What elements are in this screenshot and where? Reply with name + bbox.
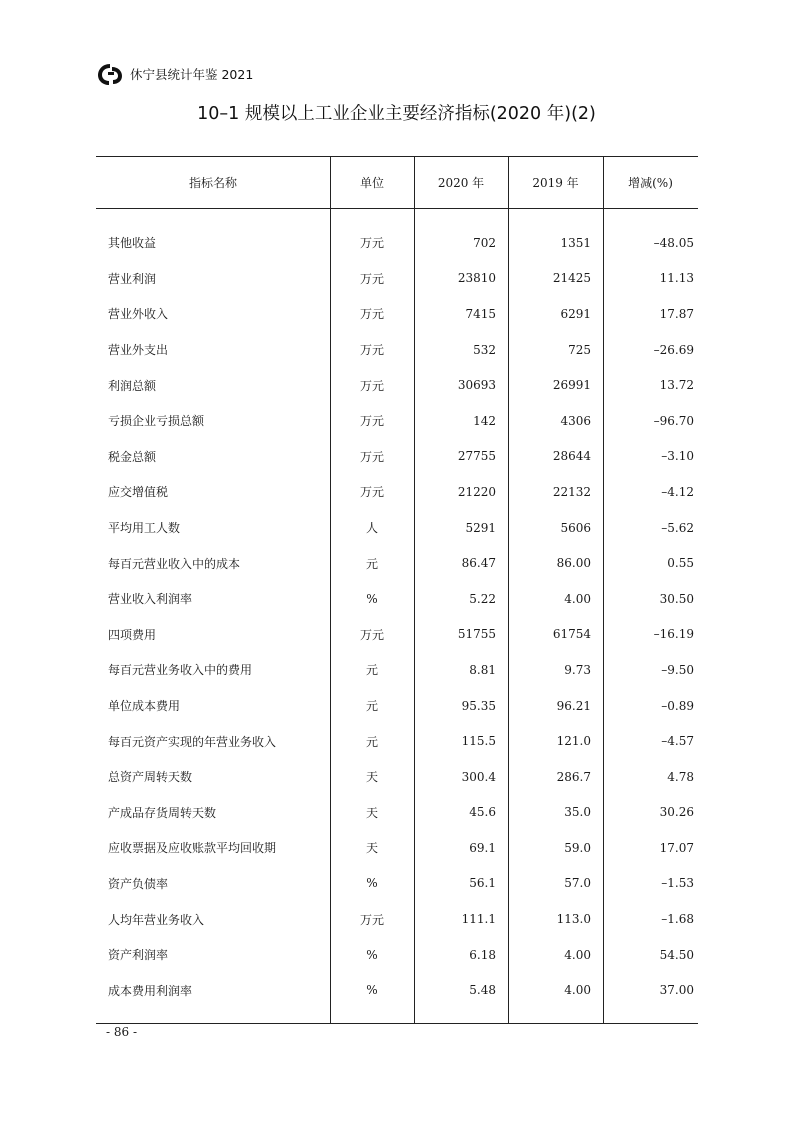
- unit-cell: %: [366, 591, 378, 606]
- value-2019-cell: 4306: [560, 413, 591, 428]
- value-2020-cell: 5.22: [469, 591, 496, 606]
- table-bottom-rule: [96, 1023, 698, 1024]
- unit-cell: 万元: [359, 627, 384, 642]
- change-pct-cell: –3.10: [661, 449, 694, 464]
- indicator-table: [96, 156, 698, 1024]
- table-header-row: [96, 156, 698, 208]
- value-2020-cell: 7415: [465, 306, 496, 321]
- change-pct-cell: 54.50: [659, 947, 694, 962]
- value-2019-cell: 26991: [552, 378, 591, 393]
- value-2020-cell: 8.81: [469, 662, 496, 677]
- table-row: [96, 439, 698, 475]
- unit-cell: 万元: [359, 449, 384, 464]
- table-row: [96, 403, 698, 439]
- table-row: [96, 261, 698, 297]
- value-2019-cell: 5606: [560, 520, 591, 535]
- change-pct-cell: 17.87: [659, 306, 694, 321]
- table-row: [96, 545, 698, 581]
- indicator-name: 每百元营业收入中的成本: [108, 556, 241, 571]
- value-2019-cell: 1351: [560, 235, 591, 250]
- value-2019-cell: 22132: [552, 484, 591, 499]
- running-header: [96, 62, 253, 86]
- change-pct-cell: –1.53: [661, 876, 694, 891]
- page-number: - 86 -: [106, 1025, 138, 1039]
- value-2020-cell: 6.18: [469, 947, 496, 962]
- change-pct-cell: –4.12: [661, 484, 694, 499]
- unit-cell: %: [366, 947, 378, 962]
- value-2019-cell: 113.0: [556, 912, 591, 927]
- table-row: [96, 723, 698, 759]
- column-header-2019: 2019 年: [532, 175, 579, 190]
- value-2019-cell: 4.00: [564, 983, 591, 998]
- yearbook-logo-icon: [96, 61, 126, 87]
- change-pct-cell: 4.78: [667, 769, 694, 784]
- value-2020-cell: 5.48: [469, 983, 496, 998]
- value-2020-cell: 56.1: [469, 876, 496, 891]
- book-title: 休宁县统计年鉴 2021: [130, 67, 254, 82]
- value-2020-cell: 702: [473, 235, 496, 250]
- table-row: [96, 830, 698, 866]
- value-2019-cell: 86.00: [556, 556, 591, 571]
- unit-cell: 万元: [359, 485, 384, 500]
- table-row: [96, 688, 698, 724]
- column-header-unit: 单位: [359, 175, 384, 190]
- value-2020-cell: 111.1: [461, 912, 496, 927]
- unit-cell: 天: [365, 805, 378, 820]
- unit-cell: 元: [365, 556, 378, 571]
- unit-cell: 人: [365, 521, 378, 536]
- value-2019-cell: 4.00: [564, 591, 591, 606]
- value-2020-cell: 142: [473, 413, 496, 428]
- unit-cell: 万元: [359, 912, 384, 927]
- value-2019-cell: 59.0: [564, 840, 591, 855]
- value-2019-cell: 4.00: [564, 947, 591, 962]
- indicator-name: 每百元营业务收入中的费用: [108, 663, 253, 678]
- change-pct-cell: 37.00: [659, 983, 694, 998]
- value-2020-cell: 51755: [457, 627, 496, 642]
- column-header-2020: 2020 年: [437, 175, 485, 190]
- table-row: [96, 866, 698, 902]
- unit-cell: 元: [365, 663, 378, 678]
- unit-cell: 万元: [359, 343, 384, 358]
- unit-cell: 天: [365, 841, 378, 856]
- value-2020-cell: 532: [473, 342, 496, 357]
- table-row: [96, 617, 698, 653]
- value-2020-cell: 27755: [457, 449, 496, 464]
- indicator-name: 四项费用: [108, 627, 157, 642]
- indicator-name: 亏损企业亏损总额: [108, 414, 205, 429]
- indicator-name: 应交增值税: [108, 485, 169, 500]
- indicator-name: 每百元资产实现的年营业务收入: [108, 734, 277, 749]
- column-header-name: 指标名称: [188, 175, 237, 190]
- value-2020-cell: 95.35: [461, 698, 496, 713]
- table-title: 10–1 规模以上工业企业主要经济指标(2020 年)(2): [197, 104, 596, 124]
- unit-cell: 天: [365, 770, 378, 785]
- unit-cell: %: [366, 876, 378, 891]
- value-2019-cell: 9.73: [564, 662, 591, 677]
- unit-cell: 万元: [359, 236, 384, 251]
- table-row: [96, 332, 698, 368]
- table-row: [96, 972, 698, 1008]
- indicator-name: 平均用工人数: [108, 521, 181, 536]
- indicator-name: 总资产周转天数: [108, 770, 193, 785]
- value-2020-cell: 23810: [457, 271, 496, 286]
- unit-cell: 元: [365, 734, 378, 749]
- value-2019-cell: 21425: [552, 271, 591, 286]
- indicator-name: 营业外收入: [108, 307, 169, 322]
- change-pct-cell: –16.19: [653, 627, 694, 642]
- table-row: [96, 225, 698, 261]
- value-2020-cell: 5291: [465, 520, 496, 535]
- indicator-name: 应收票据及应收账款平均回收期: [108, 841, 277, 856]
- value-2019-cell: 57.0: [564, 876, 591, 891]
- value-2019-cell: 28644: [552, 449, 591, 464]
- change-pct-cell: –1.68: [661, 912, 694, 927]
- table-row: [96, 510, 698, 546]
- table-row: [96, 296, 698, 332]
- indicator-name: 利润总额: [108, 378, 157, 393]
- change-pct-cell: –48.05: [653, 235, 694, 250]
- value-2019-cell: 61754: [552, 627, 591, 642]
- change-pct-cell: –5.62: [661, 520, 694, 535]
- value-2019-cell: 96.21: [556, 698, 591, 713]
- indicator-name: 资产利润率: [108, 948, 169, 963]
- indicator-name: 成本费用利润率: [108, 983, 193, 998]
- value-2019-cell: 725: [568, 342, 591, 357]
- change-pct-cell: 11.13: [659, 271, 694, 286]
- unit-cell: %: [366, 983, 378, 998]
- indicator-name: 税金总额: [108, 449, 157, 464]
- indicator-name: 其他收益: [108, 236, 157, 251]
- unit-cell: 万元: [359, 378, 384, 393]
- change-pct-cell: –9.50: [661, 662, 694, 677]
- indicator-name: 营业利润: [108, 271, 157, 286]
- unit-cell: 万元: [359, 307, 384, 322]
- value-2019-cell: 286.7: [556, 769, 591, 784]
- change-pct-cell: 0.55: [667, 556, 694, 571]
- value-2020-cell: 30693: [457, 378, 496, 393]
- table-row: [96, 759, 698, 795]
- value-2019-cell: 35.0: [564, 805, 591, 820]
- table-row: [96, 367, 698, 403]
- change-pct-cell: 13.72: [659, 378, 694, 393]
- value-2020-cell: 300.4: [461, 769, 496, 784]
- indicator-name: 资产负债率: [108, 876, 169, 891]
- table-row: [96, 901, 698, 937]
- change-pct-cell: 30.50: [659, 591, 694, 606]
- change-pct-cell: –4.57: [661, 734, 694, 749]
- change-pct-cell: –96.70: [653, 413, 694, 428]
- value-2019-cell: 121.0: [556, 734, 591, 749]
- unit-cell: 万元: [359, 414, 384, 429]
- table-row: [96, 474, 698, 510]
- change-pct-cell: –0.89: [661, 698, 694, 713]
- value-2020-cell: 45.6: [469, 805, 496, 820]
- table-header-rule: [96, 208, 698, 209]
- table-row: [96, 795, 698, 831]
- table-row: [96, 652, 698, 688]
- unit-cell: 万元: [359, 271, 384, 286]
- table-body: [96, 225, 698, 1008]
- value-2020-cell: 21220: [457, 484, 496, 499]
- value-2020-cell: 86.47: [461, 556, 496, 571]
- value-2020-cell: 69.1: [469, 840, 496, 855]
- change-pct-cell: 17.07: [659, 840, 694, 855]
- indicator-name: 单位成本费用: [108, 699, 181, 714]
- change-pct-cell: 30.26: [659, 805, 694, 820]
- table-row: [96, 937, 698, 973]
- indicator-name: 营业外支出: [108, 343, 169, 358]
- indicator-name: 营业收入利润率: [108, 592, 193, 607]
- indicator-name: 人均年营业务收入: [108, 912, 205, 927]
- table-row: [96, 581, 698, 617]
- change-pct-cell: –26.69: [653, 342, 694, 357]
- unit-cell: 元: [365, 699, 378, 714]
- value-2020-cell: 115.5: [461, 734, 496, 749]
- value-2019-cell: 6291: [560, 306, 591, 321]
- column-header-change: 增减(%): [628, 175, 673, 190]
- indicator-name: 产成品存货周转天数: [108, 805, 217, 820]
